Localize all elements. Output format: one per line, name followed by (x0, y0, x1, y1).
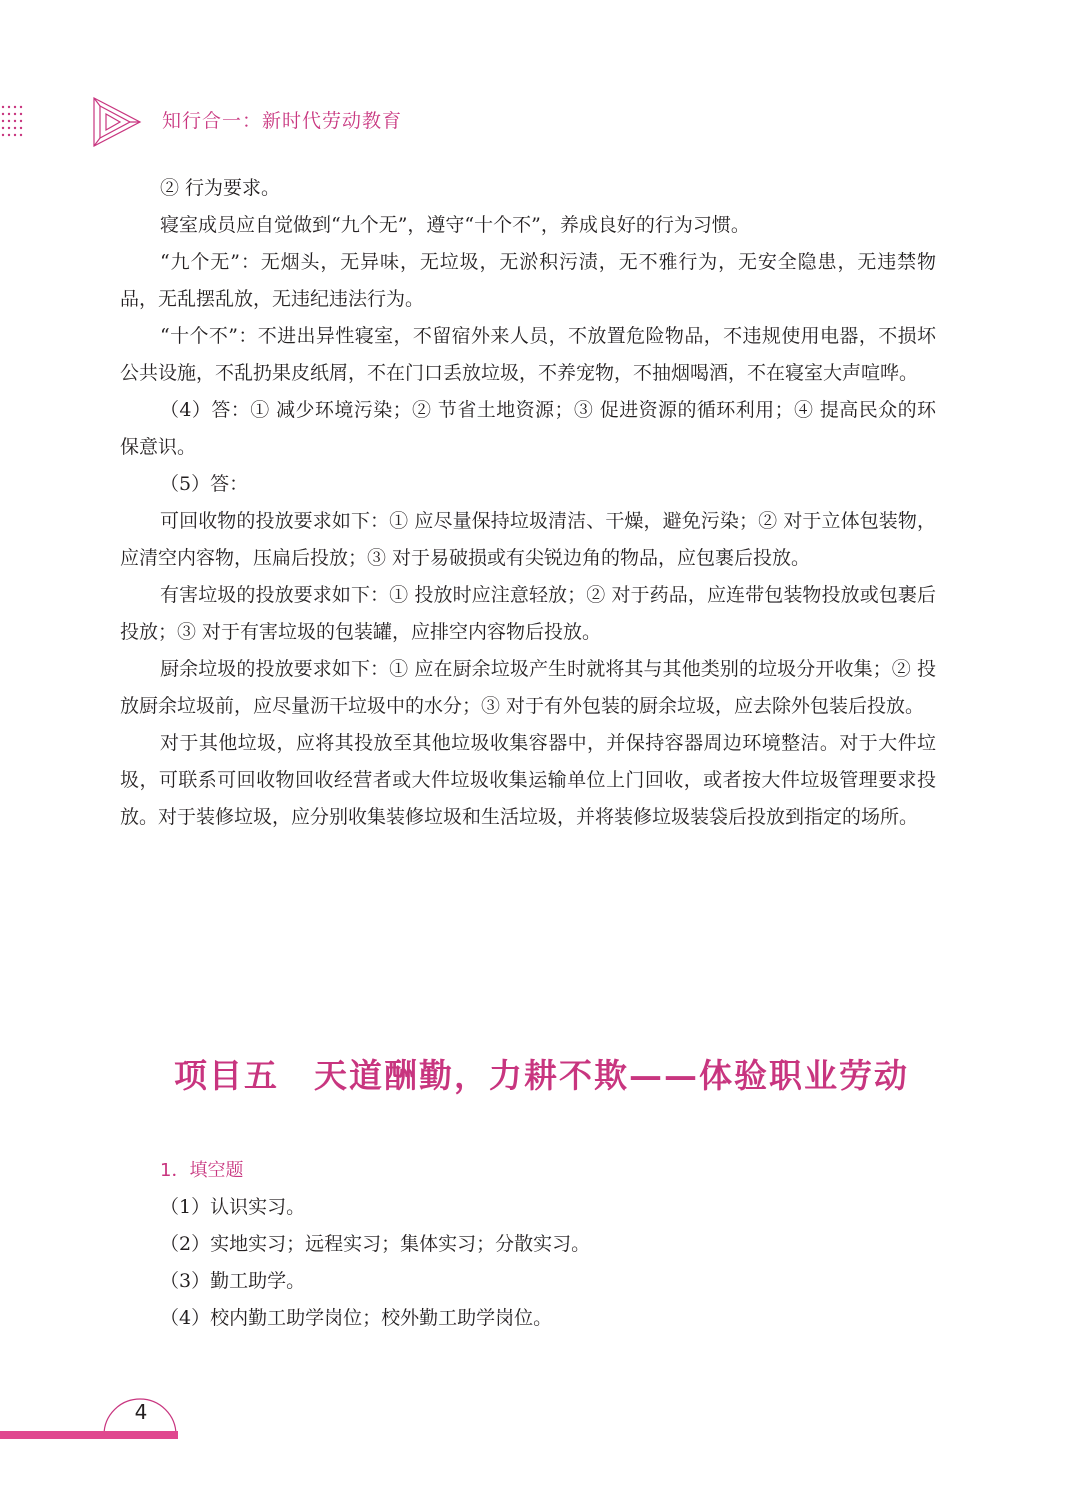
paragraph: 寝室成员应自觉做到“九个无”，遵守“十个不”，养成良好的行为习惯。 (160, 214, 750, 236)
running-header-title: 知行合一：新时代劳动教育 (162, 110, 403, 132)
answer-item: （4）校内勤工助学岗位；校外勤工助学岗位。 (160, 1307, 553, 1329)
paragraph: “十个不”：不进出异性寝室，不留宿外来人员，不放置危险物品，不违规使用电器，不损坏公共设施，不乱扔果皮纸屑，不在门口丢放垃圾，不养宠物，不抽烟喝酒，不在寝室大声喧哗。 (120, 325, 936, 384)
page-number: 4 (134, 1400, 148, 1424)
paragraph: 厨余垃圾的投放要求如下：① 应在厨余垃圾产生时就将其与其他类别的垃圾分开收集；② 投放厨余垃圾前，应尽量沥干垃圾中的水分；③ 对于有外包装的厨余垃圾，应去除外包装后投放。 (120, 658, 936, 717)
answer-list (120, 1152, 936, 1337)
paragraph: 可回收物的投放要求如下：① 应尽量保持垃圾清洁、干燥，避免污染；② 对于立体包装物，应清空内容物，压扁后投放；③ 对于易破损或有尖锐边角的物品，应包裹后投放。 (120, 510, 936, 569)
body-text (120, 170, 936, 836)
paragraph: 有害垃圾的投放要求如下：① 投放时应注意轻放；② 对于药品，应连带包装物投放或包裹后投放；③ 对于有害垃圾的包装罐，应排空内容物后投放。 (120, 584, 936, 643)
paragraph: ② 行为要求。 (160, 177, 281, 199)
footer-accent-bar (0, 1431, 178, 1439)
dot-grid-decoration (0, 104, 26, 142)
paragraph: （5）答： (160, 473, 249, 495)
paragraph: （4）答：① 减少环境污染；② 节省土地资源；③ 促进资源的循环利用；④ 提高民众的环保意识。 (120, 399, 936, 458)
answer-heading: 1．填空题 (160, 1160, 244, 1181)
answer-item: （1）认识实习。 (160, 1196, 306, 1218)
paragraph: 对于其他垃圾，应将其投放至其他垃圾收集容器中，并保持容器周边环境整洁。对于大件垃圾，可联系可回收物回收经营者或大件垃圾收集运输单位上门回收，或者按大件垃圾管理要求投放。对于装修垃圾，应分别收集装修垃圾和生活垃圾，并将装修垃圾装袋后投放到指定的场所。 (120, 732, 936, 828)
section-title: 项目五 天道酬勤，力耕不欺——体验职业劳动 (174, 1056, 909, 1095)
paragraph: “九个无”：无烟头，无异味，无垃圾，无淤积污渍，无不雅行为，无安全隐患，无违禁物品，无乱摆乱放，无违纪违法行为。 (120, 251, 936, 310)
answer-item: （3）勤工助学。 (160, 1270, 306, 1292)
triangle-logo-icon (90, 94, 146, 150)
answer-item: （2）实地实习；远程实习；集体实习；分散实习。 (160, 1233, 591, 1255)
